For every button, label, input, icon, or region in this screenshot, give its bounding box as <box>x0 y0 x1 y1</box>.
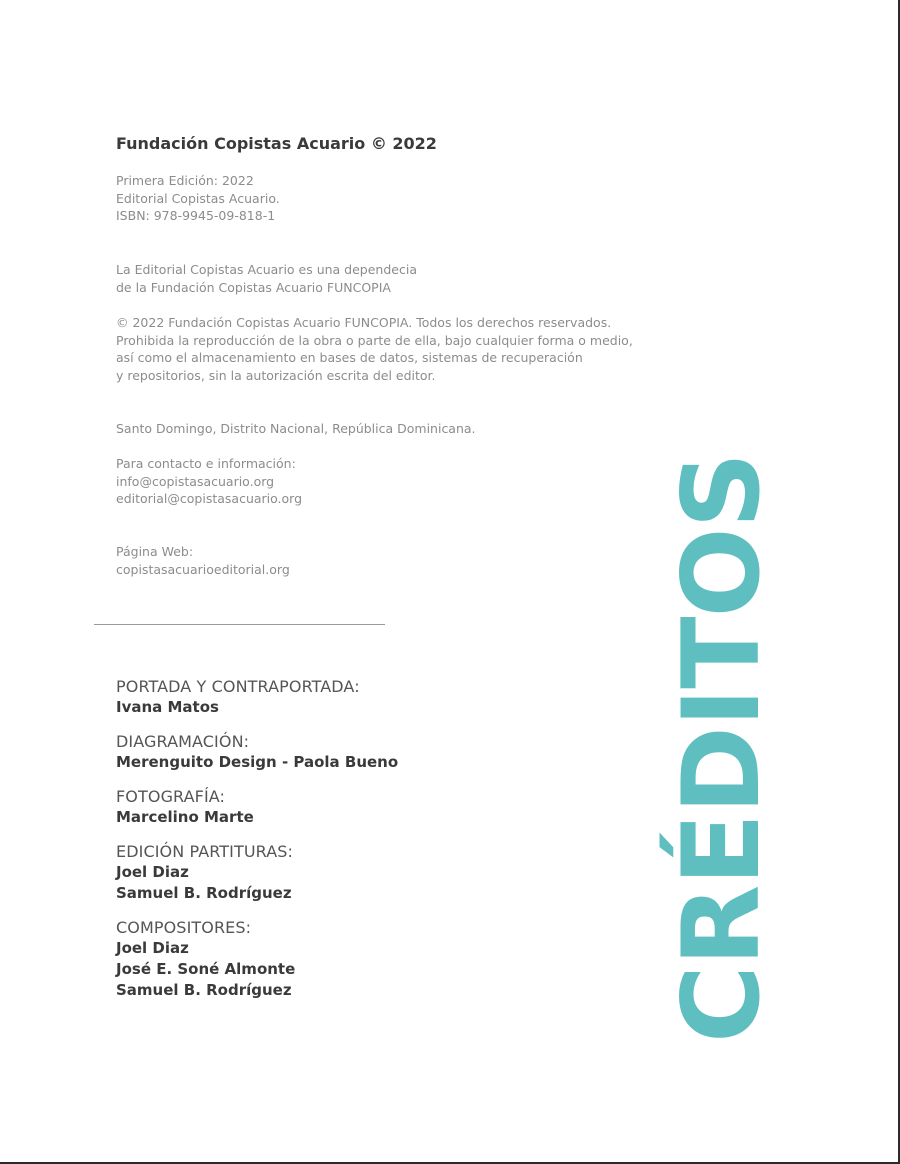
rights-line: Prohibida la reproducción de la obra o parte de ella, bajo cualquier forma o medio, <box>116 332 633 348</box>
credit-name: Joel Diaz <box>116 863 189 881</box>
publisher-heading: Fundación Copistas Acuario © 2022 <box>116 134 437 153</box>
credit-name: Marcelino Marte <box>116 808 254 826</box>
rights-line: así como el almacenamiento en bases de datos, sistemas de recuperación <box>116 350 583 365</box>
credit-name: Joel Diaz <box>116 939 189 957</box>
rights-line: y repositorios, sin la autorización escrita del editor. <box>116 367 436 383</box>
contact-email-info: info@copistasacuario.org <box>116 473 275 489</box>
credit-role: COMPOSITORES: <box>116 918 252 937</box>
credit-role: FOTOGRAFÍA: <box>116 787 226 806</box>
credit-group-scores <box>116 841 398 904</box>
credit-role: EDICIÓN PARTITURAS: <box>116 842 294 861</box>
contact-info <box>116 455 302 508</box>
rights-notice <box>116 314 633 384</box>
credits-list <box>116 676 398 1014</box>
website-info <box>116 543 290 578</box>
section-divider <box>94 624 385 625</box>
credit-group-composers <box>116 917 398 1001</box>
credit-role: PORTADA Y CONTRAPORTADA: <box>116 677 360 696</box>
credit-name: Merenguito Design - Paola Bueno <box>116 753 399 771</box>
credit-group-photography <box>116 786 398 828</box>
dependency-line: de la Fundación Copistas Acuario FUNCOPIA <box>116 279 391 295</box>
credit-name: Ivana Matos <box>116 698 219 716</box>
credit-name: Samuel B. Rodríguez <box>116 981 292 999</box>
contact-email-editorial: editorial@copistasacuario.org <box>116 491 303 506</box>
rights-line: © 2022 Fundación Copistas Acuario FUNCOPIA. Todos los derechos reservados. <box>116 315 612 330</box>
isbn-line: ISBN: 978-9945-09-818-1 <box>116 208 276 223</box>
credit-group-layout <box>116 731 398 773</box>
publisher-line: Editorial Copistas Acuario. <box>116 190 280 206</box>
credit-name: Samuel B. Rodríguez <box>116 884 292 902</box>
edition-line: Primera Edición: 2022 <box>116 173 254 188</box>
website-label: Página Web: <box>116 544 194 559</box>
website-url: copistasacuarioeditorial.org <box>116 561 290 577</box>
edition-info <box>116 172 280 225</box>
credit-role: DIAGRAMACIÓN: <box>116 732 250 751</box>
dependency-note <box>116 261 417 296</box>
dependency-line: La Editorial Copistas Acuario es una dependecia <box>116 262 417 277</box>
vertical-title: CRÉDITOS <box>660 452 783 1044</box>
credit-name: José E. Soné Almonte <box>116 960 296 978</box>
credit-group-cover <box>116 676 398 718</box>
location: Santo Domingo, Distrito Nacional, República Dominicana. <box>116 421 476 436</box>
contact-label: Para contacto e información: <box>116 456 296 471</box>
